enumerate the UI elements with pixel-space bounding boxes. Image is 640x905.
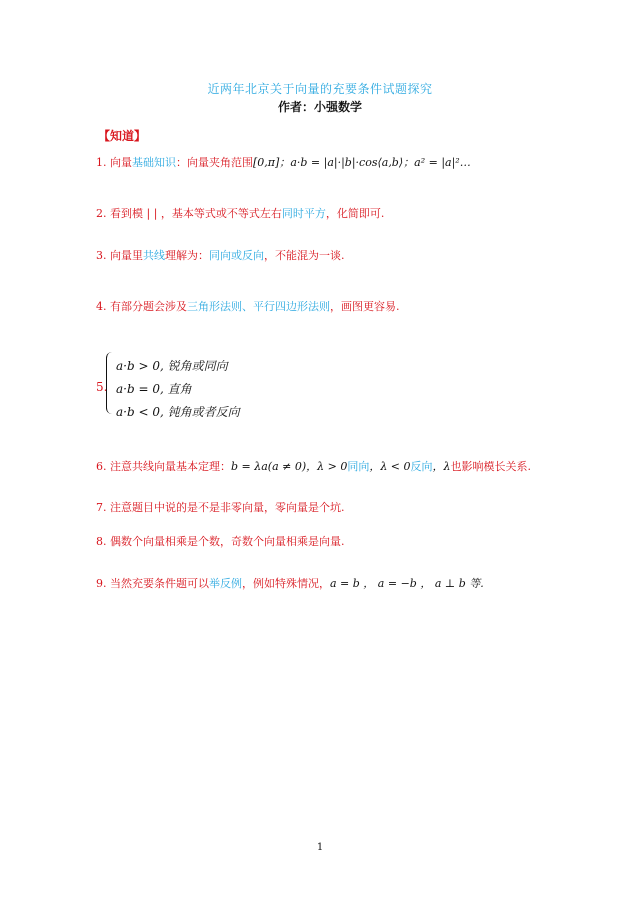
item-text: ，画图更容易.: [330, 300, 400, 313]
math-expression: a = b ， a = −b ， a ⊥ b 等.: [330, 577, 484, 590]
item-text-highlight: 同向: [347, 460, 370, 473]
list-item-1: [96, 154, 471, 170]
item-number: 3.: [96, 249, 107, 262]
item-number: 7.: [96, 501, 107, 514]
item-number: 6.: [96, 460, 107, 473]
list-item-8: [96, 533, 345, 549]
item-text: 也影响模长关系.: [450, 460, 531, 473]
list-item-2: [96, 205, 384, 221]
list-item-9: [96, 575, 484, 591]
item-text: 向量里: [110, 249, 143, 262]
item-text-highlight: 反向: [410, 460, 433, 473]
page-number: 1: [316, 842, 324, 853]
item-text: 向量: [110, 156, 132, 169]
item-text: 当然充要条件题可以: [110, 577, 209, 590]
list-item-4: [96, 298, 400, 314]
math-expression: ，λ > 0: [306, 460, 348, 473]
item-text: ，化简即可.: [325, 207, 385, 220]
document-title: 近两年北京关于向量的充要条件试题探究: [207, 82, 433, 96]
math-expression: a² = |a|²…: [414, 156, 471, 169]
item-text-highlight: 举反例: [209, 577, 242, 590]
item-text: 偶数个向量相乘是个数，奇数个向量相乘是向量.: [110, 535, 345, 548]
item-number: 9.: [96, 577, 107, 590]
item-text: 理解为：: [165, 249, 209, 262]
left-brace: [106, 352, 113, 414]
item-text-highlight: 同时平方: [281, 207, 326, 220]
math-expression: ，λ < 0: [369, 460, 411, 473]
list-item-3: [96, 247, 345, 263]
item-text-highlight: 三角形法则、平行四边形法则: [187, 300, 330, 313]
math-expression: a·b = |a|·|b|·cos⟨a,b⟩；: [290, 156, 415, 169]
math-expression: ，λ: [432, 460, 451, 473]
item-number: 2.: [96, 207, 107, 220]
item-number: 8.: [96, 535, 107, 548]
item-text: 看到模 | | ，基本等式或不等式左右: [110, 207, 282, 220]
item-text: ：向量夹角范围: [176, 156, 253, 169]
item-text: ，例如特殊情况，: [242, 577, 330, 590]
author-line: 作者：小强数学: [277, 100, 362, 114]
item-text-highlight: 同向或反向: [209, 249, 264, 262]
section-heading: 【知道】: [98, 129, 147, 143]
item-number: 4.: [96, 300, 107, 313]
math-expression: [0,π]；: [253, 156, 291, 169]
case-line-1: a·b > 0, 锐角或同向: [116, 359, 228, 373]
item-text: 注意共线向量基本定理：: [110, 460, 231, 473]
item-number: 5.: [96, 380, 108, 394]
item-number: 1.: [96, 156, 107, 169]
item-text-highlight: 共线: [143, 249, 165, 262]
case-line-2: a·b = 0, 直角: [116, 382, 192, 396]
case-line-3: a·b < 0, 钝角或者反向: [116, 405, 240, 419]
math-expression: b = λa(a ≠ 0): [231, 460, 307, 473]
list-item-7: [96, 499, 345, 515]
item-text-highlight: 基础知识: [132, 156, 176, 169]
item-text: ，不能混为一谈.: [264, 249, 345, 262]
item-text: 有部分题会涉及: [110, 300, 187, 313]
item-text: 注意题目中说的是不是非零向量，零向量是个坑.: [110, 501, 345, 514]
list-item-6: [96, 458, 531, 474]
